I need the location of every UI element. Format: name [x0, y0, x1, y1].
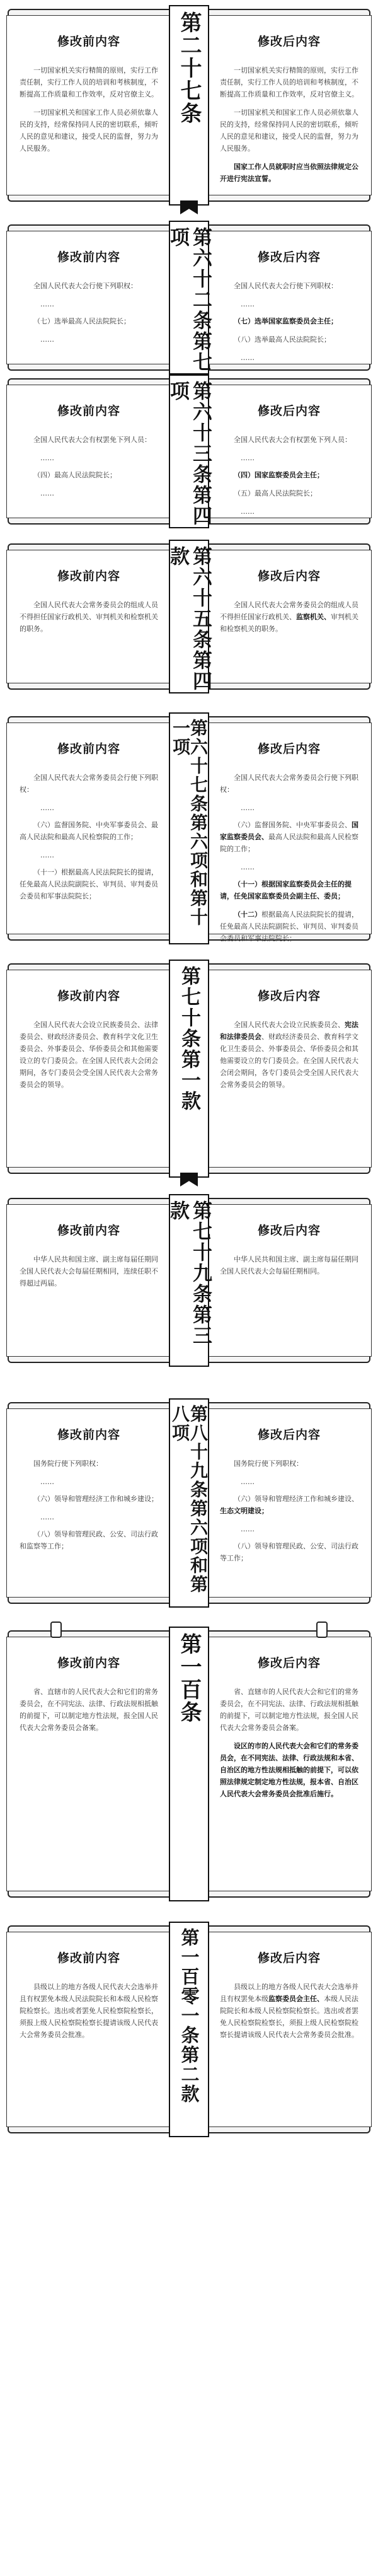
ellipsis: ……	[241, 508, 255, 516]
after-added-item: （四）国家监察委员会主任；	[234, 471, 324, 479]
article-title: 第七十九条第三款	[166, 1200, 212, 1346]
after-text: 审判机关和检察机关的职务。	[220, 613, 358, 633]
after-heading: 修改后内容	[257, 1428, 321, 1442]
after-heading: 修改后内容	[257, 404, 321, 418]
article-spine	[166, 374, 212, 528]
ellipsis: ……	[40, 804, 54, 812]
after-page	[207, 1637, 372, 1891]
before-item: （六）监督国务院、中央军事委员会、最高人民法院和最高人民检察院的工作；	[20, 821, 158, 841]
before-paragraph: 国务院行使下列职权：	[33, 1459, 103, 1468]
after-added-text: 国家监察委员会、	[220, 821, 358, 841]
before-page	[6, 1637, 171, 1891]
ellipsis: ……	[40, 851, 54, 859]
article-title: 第二十七条	[176, 11, 202, 125]
ellipsis: ……	[40, 454, 54, 462]
ellipsis: ……	[40, 1513, 54, 1521]
before-page	[6, 1408, 171, 1598]
bookmark-ribbon-icon	[180, 200, 198, 214]
article-title: 第八十九条第六项和第八项	[169, 1405, 209, 1594]
after-text: 全国人民代表大会常务委员会的组成人员不得担任国家行政机关、	[220, 601, 358, 621]
after-added-text: 监察机关、	[296, 613, 331, 621]
article-title: 第六十七条第六项和第十一项	[170, 719, 209, 927]
before-item: （七）选举最高人民法院院长；	[33, 317, 130, 325]
ellipsis: ……	[241, 354, 255, 362]
article-title: 第一百零一条第二款	[178, 1928, 200, 2104]
before-paragraph: 全国人民代表大会常务委员会的组成人员不得担任国家行政机关、审判机关和检察机关的职务。	[20, 601, 158, 633]
after-heading: 修改后内容	[257, 569, 321, 583]
before-page	[6, 722, 171, 934]
before-paragraph: 一切国家机关和国家工作人员必须依靠人民的支持，经常保持同人民的密切联系，倾听人民的意见和建议，接受人民的监督，努力为人民服务。	[20, 108, 158, 153]
before-item: （四）最高人民法院院长；	[33, 471, 117, 479]
ellipsis: ……	[241, 804, 255, 812]
before-item: （八）领导和管理民政、公安、司法行政和监察等工作；	[20, 1530, 158, 1550]
before-item: （十一）根据最高人民法院院长的提请，任免最高人民法院副院长、审判员、审判委员会委员和军事法院院长；	[20, 868, 158, 900]
before-page	[6, 550, 171, 683]
article-title: 第一百条	[176, 1633, 202, 1724]
ellipsis: ……	[40, 335, 54, 344]
after-text: 本级人民法院院长和本级人民检察院检察长。选出或者罢免人民检察院检察长，须报上级人民检察院检察长提请该级人民代表大会常务委员会批准。	[220, 1995, 358, 2039]
after-page	[207, 970, 372, 1168]
before-paragraph: 全国人民代表大会行使下列职权：	[33, 282, 137, 290]
after-item	[220, 819, 360, 855]
after-paragraph	[220, 1019, 360, 1091]
article-title: 第七十条第一款	[178, 966, 200, 1111]
after-text: （六）领导和管理经济工作和城乡建设、	[234, 1495, 358, 1503]
after-item: （八）选举最高人民法院院长；	[234, 335, 331, 344]
article-title: 第六十二条第七项	[166, 227, 212, 373]
ellipsis: ……	[241, 454, 255, 462]
after-page	[207, 15, 372, 195]
before-heading: 修改前内容	[57, 1656, 120, 1670]
article-title: 第六十三条第四项	[166, 381, 212, 526]
section-article-89	[0, 1402, 378, 1604]
article-spine	[169, 712, 209, 944]
before-paragraph: 全国人民代表大会常务委员会行使下列职权：	[20, 774, 158, 794]
before-item: （六）领导和管理经济工作和城乡建设；	[33, 1495, 158, 1503]
section-article-63	[0, 378, 378, 525]
before-paragraph: 全国人民代表大会有权罢免下列人员：	[33, 436, 151, 444]
after-heading: 修改后内容	[257, 1656, 321, 1670]
before-heading: 修改前内容	[57, 250, 120, 264]
ellipsis: ……	[241, 1478, 255, 1486]
paper-clip-icon	[50, 1622, 62, 1638]
after-paragraph: 一切国家机关实行精简的原则，实行工作责任制，实行工作人员的培训和考核制度，不断提高工作质量和工作效率，反对官僚主义。	[220, 66, 358, 98]
article-spine	[169, 1922, 209, 2137]
after-text: 全国人民代表大会设立民族委员会、	[234, 1021, 345, 1029]
after-paragraph: 中华人民共和国主席、副主席每届任期同全国人民代表大会每届任期相同。	[220, 1255, 358, 1275]
before-heading: 修改前内容	[57, 35, 120, 49]
after-page	[207, 550, 372, 683]
after-paragraph: 全国人民代表大会行使下列职权：	[234, 282, 338, 290]
after-text: 县级以上的地方各级人民代表大会选举并且有权罢免本级	[220, 1983, 358, 2003]
after-paragraph	[220, 1981, 360, 2041]
after-page	[207, 231, 372, 364]
after-added-item: （七）选举国家监察委员会主任；	[234, 317, 338, 325]
after-paragraph: 国务院行使下列职权：	[234, 1459, 303, 1468]
section-article-62	[0, 224, 378, 371]
before-page	[6, 1204, 171, 1357]
section-article-67	[0, 716, 378, 941]
after-added-item: （十一）根据国家监察委员会主任的提请，任免国家监察委员会副主任、委员；	[220, 880, 352, 900]
article-spine	[169, 960, 209, 1178]
section-article-100	[0, 1630, 378, 1898]
before-heading: 修改前内容	[57, 569, 120, 583]
article-spine	[166, 221, 212, 374]
article-spine	[169, 5, 209, 206]
before-paragraph: 省、直辖市的人民代表大会和它们的常务委员会，在不同宪法、法律、行政法规相抵触的前提下，可以制定地方性法规，报全国人民代表大会常务委员会备案。	[20, 1688, 158, 1732]
before-page	[6, 385, 171, 518]
ellipsis: ……	[241, 300, 255, 308]
after-page	[207, 1204, 372, 1357]
after-heading: 修改后内容	[257, 742, 321, 756]
before-page	[6, 15, 171, 195]
after-page	[207, 722, 372, 943]
article-spine	[166, 1194, 212, 1367]
ellipsis: ……	[40, 300, 54, 308]
after-item	[220, 1493, 360, 1517]
after-item: （八）领导和管理民政、公安、司法行政等工作；	[220, 1542, 358, 1562]
article-spine	[169, 1398, 209, 1608]
before-heading: 修改前内容	[57, 1224, 120, 1238]
after-added-text: 宪法和法律委员会	[220, 1021, 358, 1041]
section-article-70	[0, 963, 378, 1174]
ellipsis: ……	[241, 1525, 255, 1533]
after-heading: 修改后内容	[257, 250, 321, 264]
before-paragraph: 中华人民共和国主席、副主席每届任期同全国人民代表大会每届任期相同，连续任职不得超过两届。	[20, 1255, 158, 1287]
article-spine	[169, 1627, 209, 1901]
after-heading: 修改后内容	[257, 1224, 321, 1238]
after-paragraph: 全国人民代表大会有权罢免下列人员：	[234, 436, 352, 444]
article-spine	[166, 540, 212, 693]
ellipsis: ……	[40, 489, 54, 497]
paper-clip-icon	[316, 1622, 328, 1638]
before-paragraph: 县级以上的地方各级人民代表大会选举并且有权罢免本级人民法院院长和本级人民检察院检察长。选出或者罢免人民检察院检察长，须报上级人民检察院检察长提请该级人民代表大会常务委员会批准。	[20, 1983, 158, 2039]
after-heading: 修改后内容	[257, 989, 321, 1003]
after-text: 根据最高人民法院院长的提请，任免最高人民法院副院长、审判员、审判委员会委员和军事法院院长；	[220, 910, 358, 943]
after-paragraph: 一切国家机关和国家工作人员必须依靠人民的支持，经常保持同人民的密切联系，倾听人民的意见和建议，接受人民的监督，努力为人民服务。	[220, 108, 358, 153]
after-heading: 修改后内容	[257, 35, 321, 49]
after-item: （五）最高人民法院院长；	[234, 489, 317, 497]
after-heading: 修改后内容	[257, 1951, 321, 1965]
before-paragraph: 全国人民代表大会设立民族委员会、法律委员会、财政经济委员会、教育科学文化卫生委员会、外事委员会、华侨委员会和其他需要设立的专门委员会。在全国人民代表大会闭会期间，各专门委员会受全国人民代表大会常务委员会的领导。	[20, 1021, 158, 1089]
section-article-79	[0, 1198, 378, 1363]
after-added-paragraph: 国家工作人员就职时应当依照法律规定公开进行宪法宣誓。	[220, 163, 358, 183]
article-title: 第六十五条第四款	[166, 546, 212, 692]
after-text: 最高人民法院和最高人民检察院的工作；	[220, 833, 358, 853]
after-added-paragraph: 设区的市的人民代表大会和它们的常务委员会，在不同宪法、法律、行政法规和本省、自治区的地方性法规相抵触的前提下，可以依照法律规定制定地方性法规，报本省、自治区人民代表大会常务委员会批准后施行。	[220, 1742, 358, 1798]
before-heading: 修改前内容	[57, 1428, 120, 1442]
before-paragraph: 一切国家机关实行精简的原则，实行工作责任制，实行工作人员的培训和考核制度，不断提高工作质量和工作效率，反对官僚主义。	[20, 66, 158, 98]
after-page	[207, 1408, 372, 1598]
ellipsis: ……	[241, 863, 255, 871]
after-added-text: 生态文明建设；	[220, 1507, 268, 1515]
after-page	[207, 385, 372, 518]
section-article-101	[0, 1925, 378, 2133]
before-page	[6, 970, 171, 1168]
before-heading: 修改前内容	[57, 1951, 120, 1965]
after-text: 、财政经济委员会、教育科学文化卫生委员会、外事委员会、华侨委员会和其他需要设立的专门委员会。在全国人民代表大会闭会期间，各专门委员会受全国人民代表大会常务委员会的领导。	[220, 1033, 358, 1089]
after-added-text: 监察委员会主任、	[268, 1995, 324, 2003]
bookmark-ribbon-icon	[180, 1173, 198, 1186]
before-heading: 修改前内容	[57, 404, 120, 418]
after-item	[220, 908, 360, 944]
after-paragraph: 省、直辖市的人民代表大会和它们的常务委员会，在不同宪法、法律、行政法规相抵触的前提下，可以制定地方性法规，报全国人民代表大会常务委员会备案。	[220, 1688, 358, 1732]
before-page	[6, 231, 171, 364]
ellipsis: ……	[40, 1478, 54, 1486]
after-paragraph	[220, 599, 360, 635]
after-added-text: （十二）	[234, 910, 261, 919]
after-page	[207, 1932, 372, 2127]
section-article-27	[0, 9, 378, 202]
section-article-65	[0, 543, 378, 690]
before-heading: 修改前内容	[57, 989, 120, 1003]
after-text: （六）监督国务院、中央军事委员会、	[234, 821, 352, 829]
before-heading: 修改前内容	[57, 742, 120, 756]
after-paragraph: 全国人民代表大会常务委员会行使下列职权：	[220, 774, 358, 794]
before-page	[6, 1932, 171, 2127]
